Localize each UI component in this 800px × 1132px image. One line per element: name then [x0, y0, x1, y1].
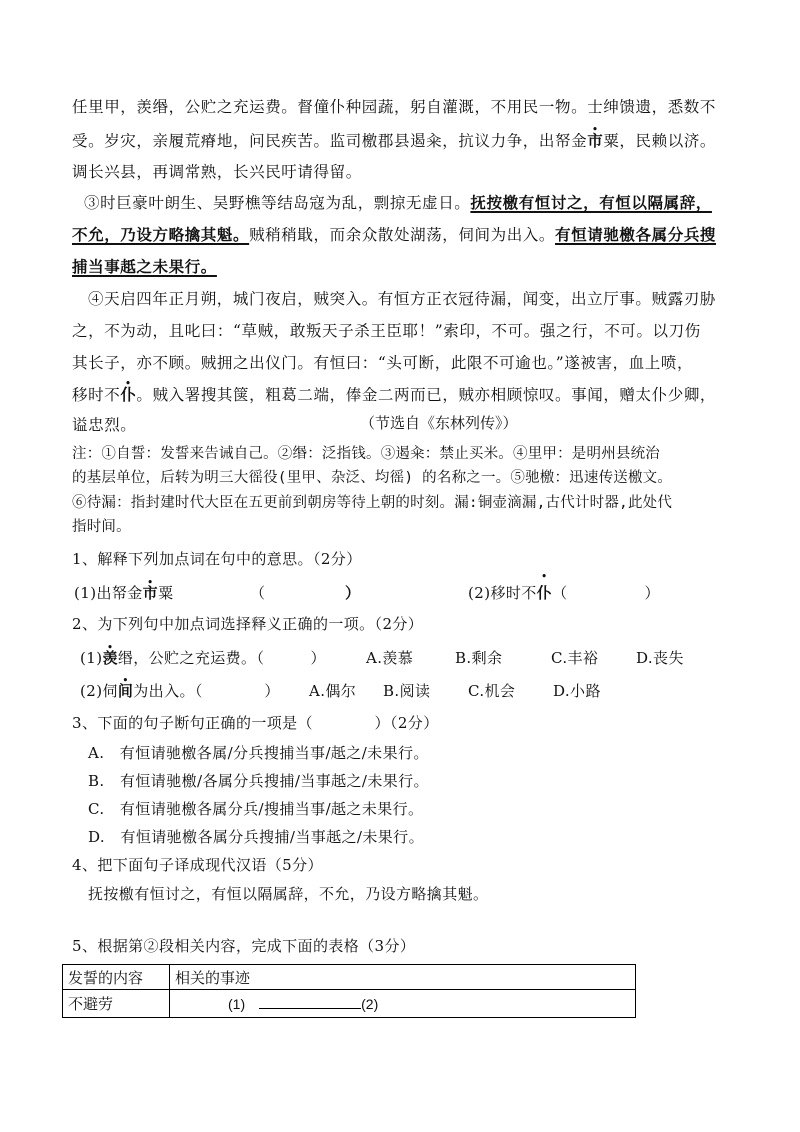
question-3: 3、下面的句子断句正确的一项是（ ）（2分）: [72, 714, 439, 732]
question-1: 1、解释下列加点词在句中的意思。（2分）: [72, 550, 362, 568]
question-4: 4、把下面句子译成现代汉语（5分）: [72, 856, 323, 874]
option[interactable]: B.剩余: [455, 649, 503, 667]
q-text: 粟: [158, 584, 174, 602]
notes-line: 的基层单位，后转为明三大徭役(里甲、杂泛、均徭) 的名称之一。⑤驰檄：迅速传送檄文。: [72, 470, 673, 486]
table-row: [63, 990, 636, 1018]
passage-line: 谥忠烈。: [72, 416, 137, 434]
answer-paren: （ ）: [552, 584, 660, 602]
option[interactable]: A.羡慕: [366, 649, 414, 667]
notes-line: ⑥待漏：指封建时代大臣在五更前到朝房等待上朝的时刻。漏:铜壶滴漏,古代计时器,此处代: [72, 495, 673, 511]
passage-line: 任里甲，羡缗，公贮之充运费。督僮仆种园蔬，躬自灌溉，不用民一物。士绅馈遗，悉数不: [72, 98, 717, 116]
q-text: (1)出帑金: [74, 584, 143, 602]
table-row: [63, 965, 636, 990]
option[interactable]: D.丧失: [636, 649, 684, 667]
passage-line: [72, 256, 217, 278]
option[interactable]: B.阅读: [383, 682, 431, 700]
q-text: (2)移时不: [468, 584, 537, 602]
passage-line: [72, 224, 716, 246]
question-1-item-1: [74, 582, 173, 604]
source-citation: （节选自《东林列传》）: [360, 414, 518, 432]
passage-line: 其长子，亦不顾。贼拥之出仪门。有恒曰：“头可断，此限不可逾也。”遂被害，血上喷，: [72, 354, 694, 372]
question-1-item-2: [468, 582, 660, 603]
q-text: (1): [80, 649, 103, 667]
dotted-word: 仆: [120, 385, 137, 404]
table-cell[interactable]: [170, 990, 636, 1018]
passage-line: 之，不为动，且叱曰：“草贼，敢叛天子杀王臣耶！”索印，不可。强之行，不可。以刀伤: [72, 322, 701, 340]
question-2: 2、为下列句中加点词选择释义正确的一项。（2分）: [72, 615, 424, 633]
dotted-word: 市: [142, 584, 159, 602]
answer-paren-close: ）: [345, 584, 361, 602]
passage-text: ③时巨豪叶朗生、吴野樵等结岛寇为乱，剽掠无虚日。: [84, 194, 471, 212]
q-text: (2)伺: [80, 682, 118, 700]
table-header-cell: 发誓的内容: [63, 965, 170, 990]
q-text: 为出入。（ ）: [133, 682, 280, 700]
passage-text: 。贼入署搜其箧，粗葛二端，俸金二两而已，贼亦相顾惊叹。事闻，赠太仆少卿，: [136, 386, 717, 404]
option[interactable]: D. 有恒请驰檄各属分兵搜捕/当事赿之/未果行。: [88, 828, 424, 846]
question-2-item-2: [80, 680, 280, 702]
dotted-word: 羡: [102, 649, 118, 667]
table-header-cell: 相关的事迹: [170, 965, 636, 990]
passage-line: ④天启四年正月朔，城门夜启，贼突入。有恒方正衣冠待漏，闻变，出立厅事。贼露刃胁: [88, 290, 716, 308]
underlined-sentence: 捕当事赿之未果行。: [72, 257, 217, 276]
option[interactable]: C.机会: [468, 682, 516, 700]
translation-sentence: 抚按檄有恒讨之，有恒以隔属辞，不允，乃设方略擒其魁。: [88, 885, 489, 903]
passage-line: 调长兴县，再调常熟，长兴民吁请得留。: [72, 163, 362, 181]
notes-line: 注：①自誓：发誓来告诫自己。②缗：泛指钱。③遏籴：禁止买米。④里甲：是明州县统治: [72, 446, 660, 462]
passage-text: 移时不: [72, 386, 121, 404]
question-2-item-1: [80, 647, 326, 669]
option[interactable]: C. 有恒请驰檄各属分兵/搜捕当事/赿之未果行。: [88, 800, 424, 818]
passage-line: [72, 384, 716, 406]
dotted-word: 仆: [536, 584, 553, 602]
dotted-word: 市: [587, 131, 604, 150]
passage-line: [84, 192, 712, 214]
underlined-sentence: 不允，乃设方略擒其魁。: [72, 225, 250, 244]
blank-label-1: (1): [228, 996, 246, 1012]
passage-text: 受。岁灾，亲履荒瘠地，问民疾苦。监司檄郡县遏籴，抗议力争，出帑金: [72, 132, 588, 150]
option[interactable]: D.小路: [553, 682, 601, 700]
option[interactable]: A. 有恒请驰檄各属/分兵搜捕当事/赿之/未果行。: [88, 744, 429, 762]
passage-text: 粟，民赖以济。: [603, 132, 717, 150]
question-5: 5、根据第②段相关内容，完成下面的表格（3分）: [72, 937, 416, 955]
notes-line: 指时间。: [72, 519, 131, 535]
dotted-word: 间: [117, 682, 134, 700]
underlined-sentence: 有恒请驰檄各属分兵搜: [555, 225, 717, 244]
answer-table: [62, 964, 636, 1018]
answer-paren-open: （: [250, 584, 266, 602]
option[interactable]: A.偶尔: [309, 682, 357, 700]
passage-line: [72, 130, 716, 152]
table-cell: 不避劳: [63, 990, 170, 1018]
blank-line[interactable]: [259, 994, 361, 1009]
q-text: 缗，公贮之充运费。（ ）: [117, 649, 326, 667]
underlined-sentence: 抚按檄有恒讨之，有恒以隔属辞，: [470, 193, 712, 212]
passage-text: 贼稍稍戢，而余众散处湖荡，伺间为出入。: [249, 226, 556, 244]
option[interactable]: C.丰裕: [551, 649, 599, 667]
blank-label-2: (2): [361, 996, 379, 1012]
option[interactable]: B. 有恒请驰檄/各属分兵搜捕/当事赿之/未果行。: [88, 772, 429, 790]
